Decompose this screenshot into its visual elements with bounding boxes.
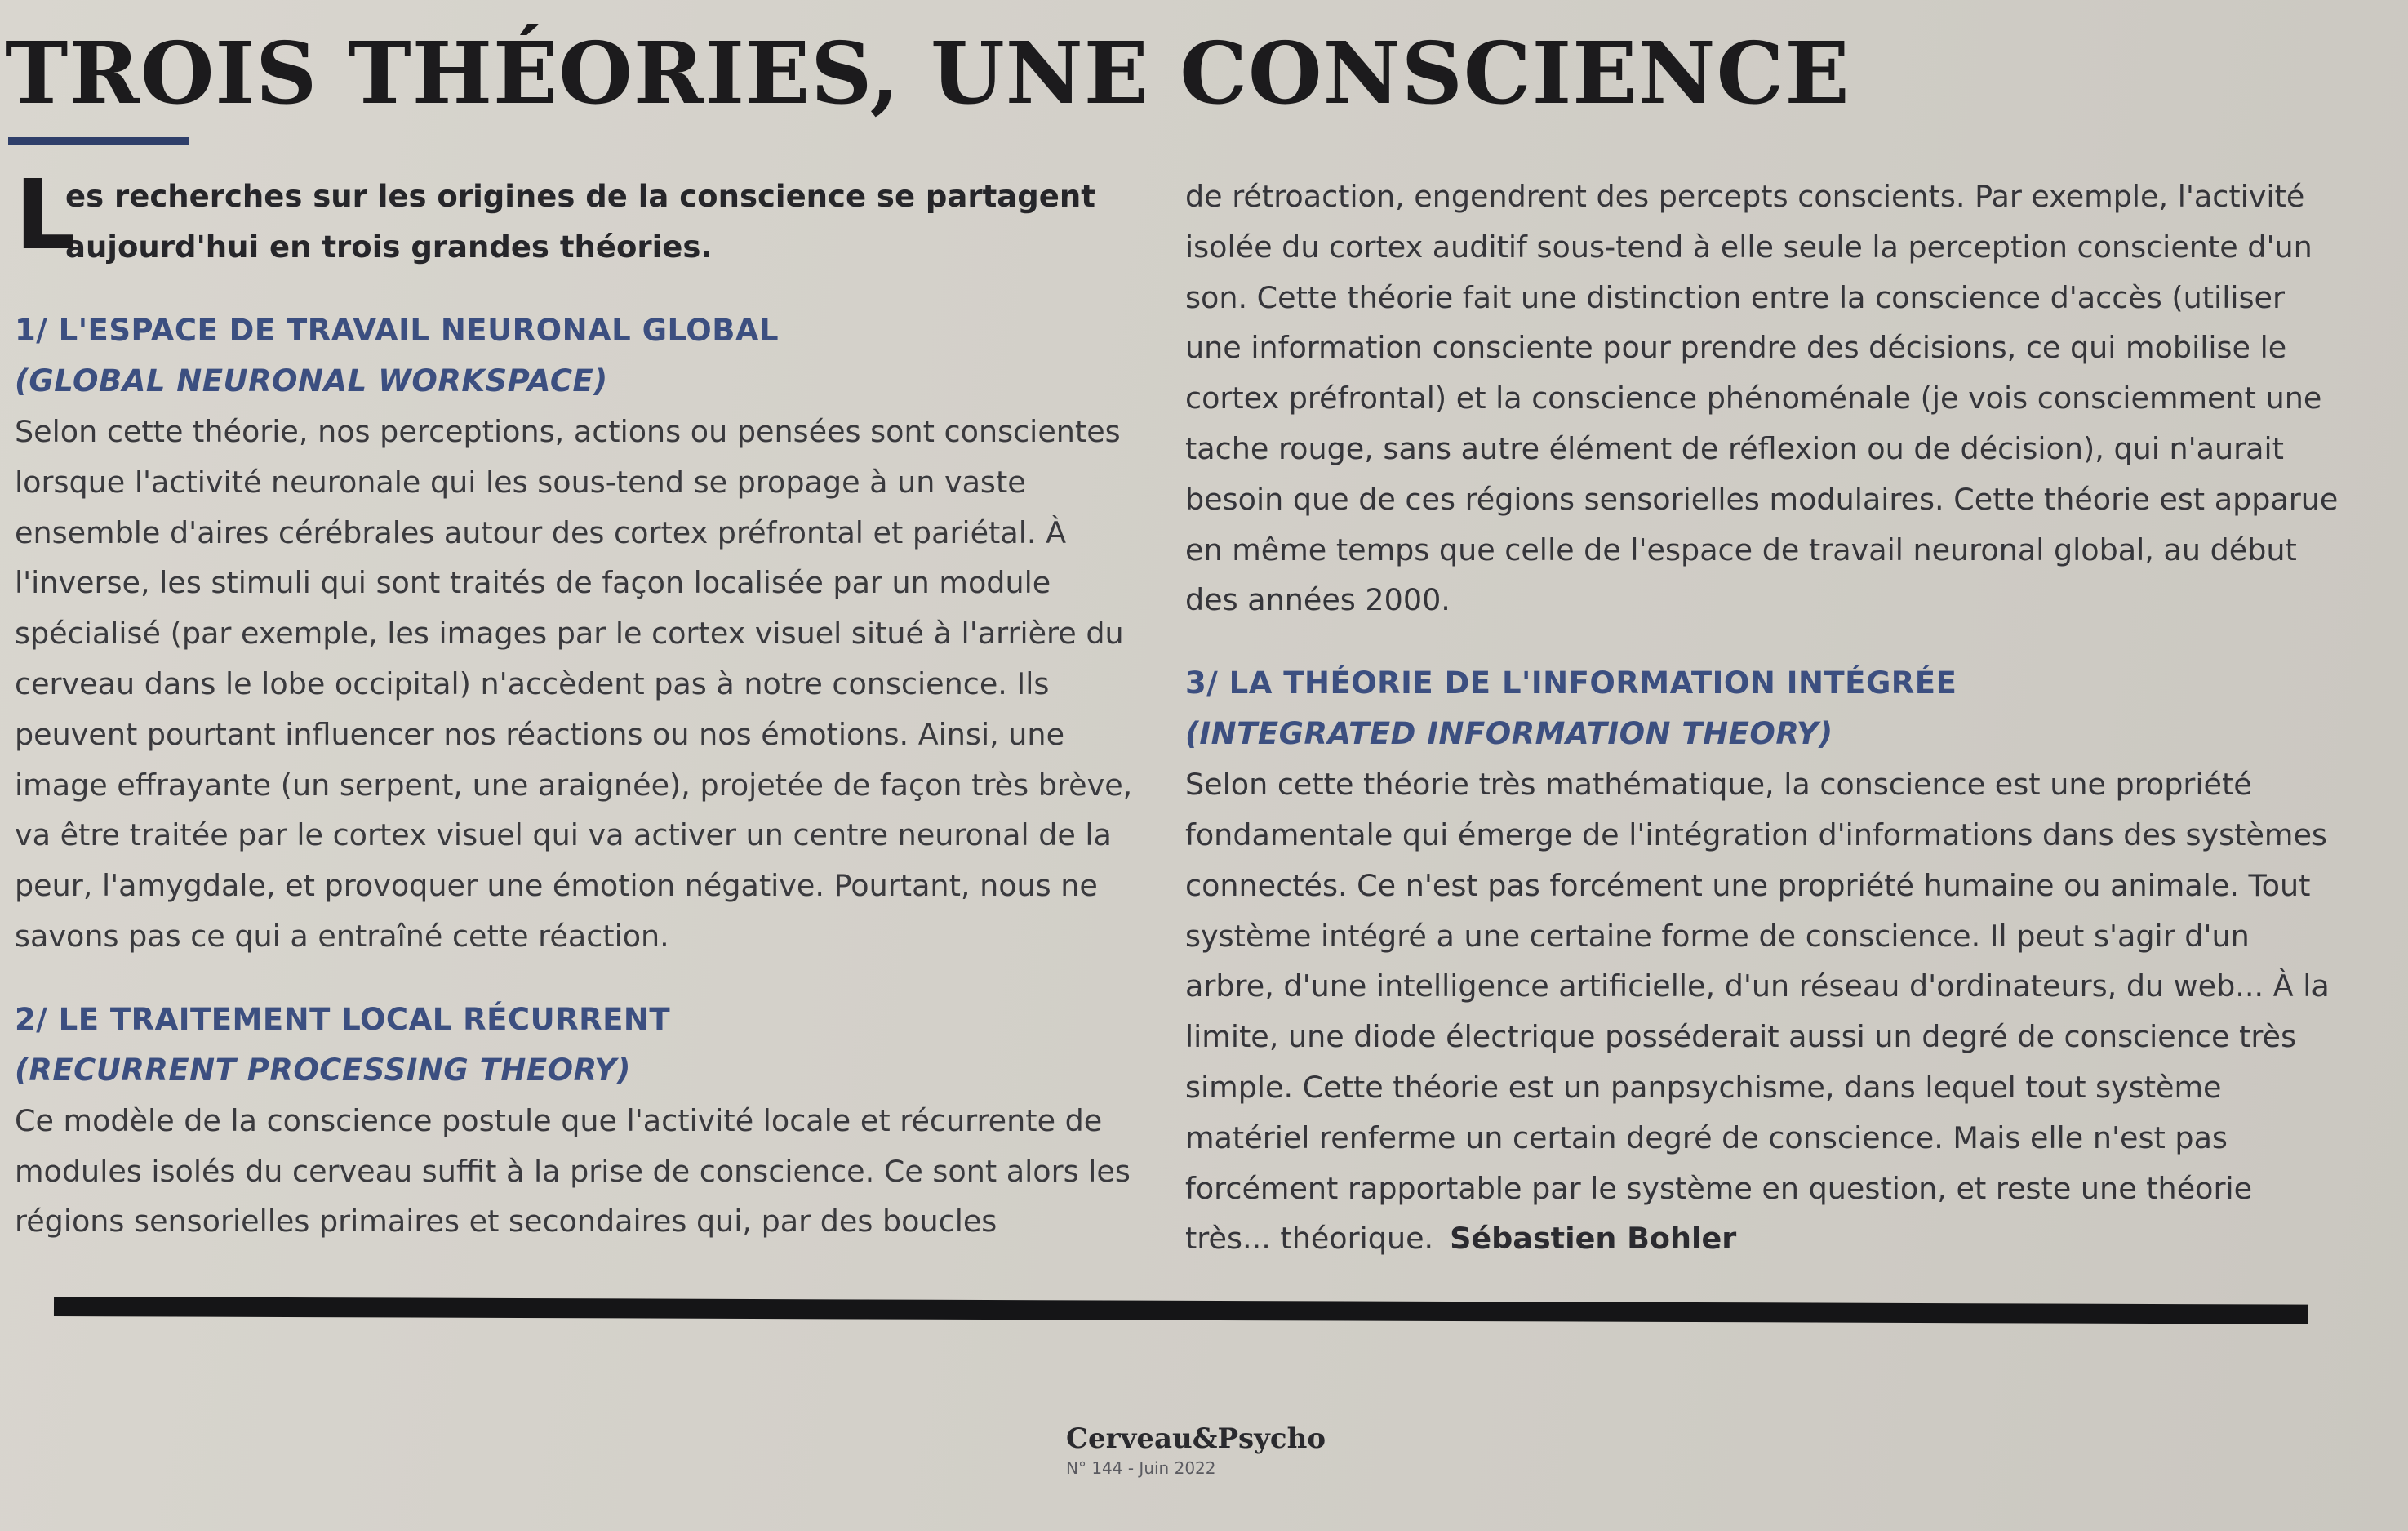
- section-body-text: Selon cette théorie très mathématique, la conscience est une propriété fondamentale qui émerge de l'intégration d'informations dans des systèmes connectés. Ce n'est pas forcément une propriété humaine ou animale. Tout système intégré a une certaine forme de conscience. Il peut s'agir d'un arbre, d'une intelligence artificielle, d'un réseau d'ordinateurs, du web... À la limite, une diode électrique posséderait aussi un degré de conscience très simple. Cette théorie est un panpsychisme, dans lequel tout système matériel renferme un certain degré de conscience. Mais elle n'est pas forcément rapportable par le système en question, et reste une théorie très... théorique.: [1185, 767, 2330, 1257]
- magazine-logo: [1066, 1422, 1326, 1478]
- section-heading: 3/ LA THÉORIE DE L'INFORMATION INTÉGRÉE: [1185, 665, 1957, 701]
- section-body: Ce modèle de la conscience postule que l'activité locale et récurrente de modules isolés du cerveau suffit à la prise de conscience. Ce sont alors les régions sensorielles primaires et secondaires qui, par des boucles: [15, 1102, 1131, 1239]
- intro-text: es recherches sur les origines de la conscience se partagent aujourd'hui en trois grandes théories.: [65, 179, 1095, 265]
- section-subheading: (INTEGRATED INFORMATION THEORY): [1185, 716, 1833, 752]
- section-body-continued: de rétroaction, engendrent des percepts conscients. Par exemple, l'activité isolée du cortex auditif sous-tend à elle seule la perception consciente d'un son. Cette théorie fait une distinction entre la conscience d'accès (utiliser une information consciente pour prendre des décisions, ce qui mobilise le cortex préfrontal) et la conscience phénoménale (je vois consciemment une tache rouge, sans autre élément de réflexion ou de décision), qui n'aurait besoin que de ces régions sensorielles modulaires. Cette théorie est apparue en même temps que celle de l'espace de travail neuronal global, au début des années 2000.: [1185, 179, 2339, 618]
- left-column: [15, 158, 1141, 1247]
- drop-cap: L: [15, 158, 77, 271]
- right-column: [1185, 171, 2344, 1264]
- logo-text: Cerveau&Psycho: [1066, 1422, 1326, 1455]
- section-subheading: (GLOBAL NEURONAL WORKSPACE): [15, 363, 608, 398]
- section-heading: 2/ LE TRAITEMENT LOCAL RÉCURRENT: [15, 1001, 671, 1037]
- section-3: [1185, 658, 2344, 1264]
- section-2: [15, 995, 1141, 1247]
- issue-info: N° 144 - Juin 2022: [1066, 1458, 1216, 1478]
- article-title: TROIS THÉORIES, UNE CONSCIENCE: [5, 23, 1850, 123]
- author-signature: Sébastien Bohler: [1450, 1221, 1737, 1257]
- section-subheading: (RECURRENT PROCESSING THEORY): [15, 1052, 631, 1088]
- section-body: [1185, 759, 2344, 1264]
- intro-paragraph: [15, 158, 1141, 273]
- section-1: [15, 305, 1141, 962]
- section-heading: 1/ L'ESPACE DE TRAVAIL NEURONAL GLOBAL: [15, 313, 780, 348]
- bottom-rule: [54, 1297, 2308, 1324]
- section-body: Selon cette théorie, nos perceptions, actions ou pensées sont conscientes lorsque l'activité neuronale qui les sous-tend se propage à un vaste ensemble d'aires cérébrales autour des cortex préfrontal et pariétal. À l'inverse, les stimuli qui sont traités de façon localisée par un module spécialisé (par exemple, les images par le cortex visuel situé à l'arrière du cerveau dans le lobe occipital) n'accèdent pas à notre conscience. Ils peuvent pourtant influencer nos réactions ou nos émotions. Ainsi, une image effrayante (un serpent, une araignée), projetée de façon très brève, va être traitée par le cortex visuel qui va activer un centre neuronal de la peur, l'amygdale, et provoquer une émotion négative. Pourtant, nous ne savons pas ce qui a entraîné cette réaction.: [15, 414, 1133, 954]
- title-underline: [8, 137, 189, 145]
